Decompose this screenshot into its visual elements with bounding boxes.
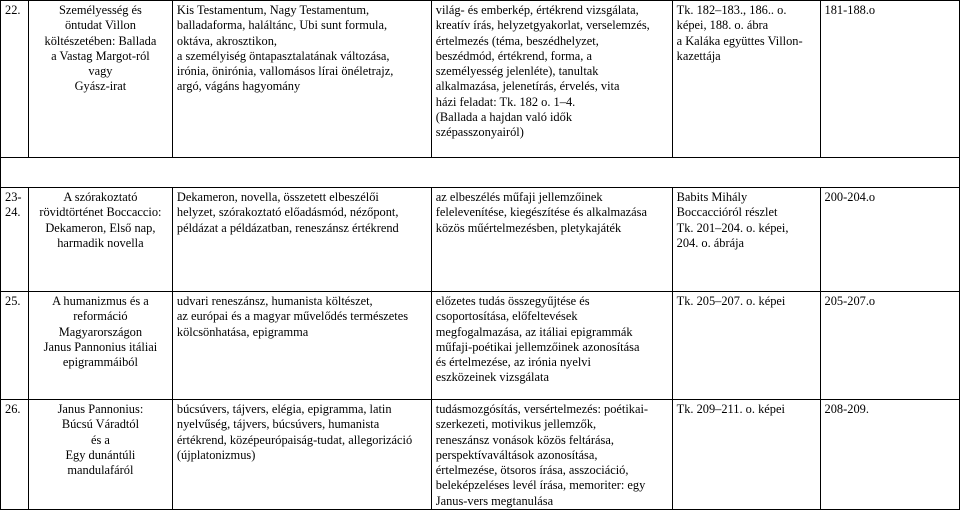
concepts-line: balladaforma, haláltánc, Ubi sunt formula, — [176, 18, 388, 33]
pages: 181-188.o — [824, 3, 876, 17]
materials-cell — [672, 188, 820, 292]
lesson-number: 26. — [5, 402, 21, 416]
table-row — [1, 1, 960, 158]
skills-line: értelmezése, ötsoros írása, asszociáció, — [435, 463, 629, 478]
concepts-line: argó, vágáns hagyomány — [176, 79, 301, 94]
skills-cell — [431, 292, 672, 400]
skills-line: alkalmazása, jelenetírás, érvelés, vita — [435, 79, 620, 94]
skills-line: személyesség jelenléte), tanultak — [435, 64, 599, 79]
title-line: reformáció — [73, 309, 128, 324]
concepts-line: Dekameron, novella, összetett elbeszélői — [176, 190, 379, 204]
materials-line: Tk. 205–207. o. képei — [676, 294, 786, 308]
pages-cell — [820, 292, 959, 400]
materials-cell — [672, 400, 820, 510]
title-line: és a — [90, 432, 110, 447]
skills-line: perspektívaváltások azonosítása, — [435, 447, 598, 462]
lesson-number: 24. — [5, 205, 21, 220]
skills-line: házi feladat: Tk. 182 o. 1–4. — [435, 94, 576, 109]
concepts-cell — [172, 400, 431, 510]
concepts-cell — [172, 1, 431, 158]
title-line: Személyesség és — [58, 3, 142, 17]
concepts-line: (újplatonizmus) — [176, 447, 256, 462]
skills-line: beleképzeléses levél írása, memoriter: egy — [435, 478, 646, 493]
title-line: öntudat Villon — [64, 18, 136, 33]
table-row — [1, 188, 960, 292]
materials-line: Tk. 201–204. o. képei, — [676, 220, 789, 235]
materials-line: Babits Mihály — [676, 190, 748, 204]
concepts-line: értékrend, középeurópaiság-tudat, allegorizáció — [176, 432, 413, 447]
concepts-line: Kis Testamentum, Nagy Testamentum, — [176, 3, 370, 17]
lesson-number: 25. — [5, 294, 21, 308]
lesson-number: 23- — [5, 190, 22, 204]
title-line: A humanizmus és a — [52, 294, 149, 308]
concepts-line: oktáva, akrosztikon, — [176, 33, 278, 48]
materials-line: a Kaláka együttes Villon- — [676, 33, 803, 48]
title-line: Janus Pannonius itáliai — [43, 339, 158, 354]
skills-line: értelmezés (téma, beszédhelyzet, — [435, 33, 599, 48]
skills-line: csoportosítása, előfeltevések — [435, 309, 578, 324]
skills-line: felelevenítése, kiegészítése és alkalmazása — [435, 205, 647, 220]
materials-line: Boccaccióról részlet — [676, 205, 778, 220]
lesson-title-cell — [28, 400, 172, 510]
materials-cell — [672, 1, 820, 158]
lesson-number-cell — [1, 1, 29, 158]
title-line: Egy dunántúli — [65, 447, 136, 462]
table-row — [1, 292, 960, 400]
pages: 208-209. — [824, 402, 869, 416]
skills-line: szépasszonyairól) — [435, 125, 524, 140]
skills-line: beszédmód, értékrend, forma, a — [435, 48, 592, 63]
pages: 205-207.o — [824, 294, 876, 308]
title-line: rövidtörténet Boccaccio: — [39, 205, 162, 220]
concepts-line: nyelvűség, tájvers, búcsúvers, humanista — [176, 417, 380, 432]
skills-line: műfaji-poétikai jellemzőinek azonosítása — [435, 339, 640, 354]
skills-line: az elbeszélés műfaji jellemzőinek — [435, 190, 603, 204]
title-line: Búcsú Váradtól — [61, 417, 140, 432]
concepts-line: a személyiség öntapasztalatának változása, — [176, 48, 390, 63]
title-line: harmadik novella — [57, 235, 144, 250]
concepts-cell — [172, 292, 431, 400]
skills-line: eszközeinek vizsgálata — [435, 370, 549, 385]
pages-cell — [820, 1, 959, 158]
pages: 200-204.o — [824, 190, 876, 204]
table-row — [1, 400, 960, 510]
skills-line: reneszánsz vonások közös feltárása, — [435, 432, 614, 447]
title-line: Magyarországon — [58, 324, 143, 339]
concepts-line: udvari reneszánsz, humanista költészet, — [176, 294, 373, 308]
pages-cell — [820, 400, 959, 510]
title-line: Dekameron, Első nap, — [45, 220, 156, 235]
skills-line: megfogalmazása, az itáliai epigrammák — [435, 324, 633, 339]
materials-line: Tk. 182–183., 186.. o. — [676, 3, 787, 17]
title-line: mandulafáról — [67, 463, 134, 478]
materials-line: Tk. 209–211. o. képei — [676, 402, 785, 416]
concepts-cell — [172, 188, 431, 292]
skills-line: közös műértelmezésben, pletykajáték — [435, 220, 622, 235]
lesson-title-cell — [28, 1, 172, 158]
concepts-line: helyzet, szórakoztató előadásmód, nézőpont, — [176, 205, 399, 220]
skills-cell — [431, 1, 672, 158]
lesson-title-cell — [28, 188, 172, 292]
title-line: Janus Pannonius: — [57, 402, 144, 416]
lesson-title-cell — [28, 292, 172, 400]
skills-cell — [431, 188, 672, 292]
concepts-line: az európai és a magyar művelődés természetes — [176, 309, 409, 324]
lesson-number: 22. — [5, 3, 21, 17]
materials-line: 204. o. ábrája — [676, 235, 745, 250]
skills-line: kreatív írás, helyzetgyakorlat, verselemzés, — [435, 18, 650, 33]
materials-line: képei, 188. o. ábra — [676, 18, 769, 33]
skills-line: és értelmezése, az irónia nyelvi — [435, 355, 591, 370]
title-line: epigrammáiból — [62, 355, 138, 370]
skills-line: szerkezeti, motivikus jellemzők, — [435, 417, 597, 432]
concepts-line: irónia, önirónia, vallomásos lírai önéletrajz, — [176, 64, 394, 79]
skills-cell — [431, 400, 672, 510]
title-line: Gyász-irat — [74, 79, 127, 94]
title-line: A szórakoztató — [63, 190, 138, 204]
materials-cell — [672, 292, 820, 400]
concepts-line: búcsúvers, tájvers, elégia, epigramma, latin — [176, 402, 392, 416]
concepts-line: kölcsönhatása, epigramma — [176, 324, 309, 339]
lesson-number-cell — [1, 292, 29, 400]
title-line: költészetében: Ballada — [44, 33, 157, 48]
skills-line: előzetes tudás összegyűjtése és — [435, 294, 590, 308]
lesson-number-cell — [1, 400, 29, 510]
skills-line: Janus-vers megtanulása — [435, 493, 554, 508]
lesson-number-cell — [1, 188, 29, 292]
pages-cell — [820, 188, 959, 292]
skills-line: (Ballada a hajdan való idők — [435, 110, 573, 125]
materials-line: kazettája — [676, 48, 721, 63]
title-line: a Vastag Margot-ról — [51, 48, 150, 63]
title-line: vagy — [88, 64, 113, 79]
skills-line: világ- és emberkép, értékrend vizsgálata, — [435, 3, 639, 17]
skills-line: tudásmozgósítás, versértelmezés: poétikai- — [435, 402, 649, 416]
concepts-line: példázat a példázatban, reneszánsz értékrend — [176, 220, 399, 235]
